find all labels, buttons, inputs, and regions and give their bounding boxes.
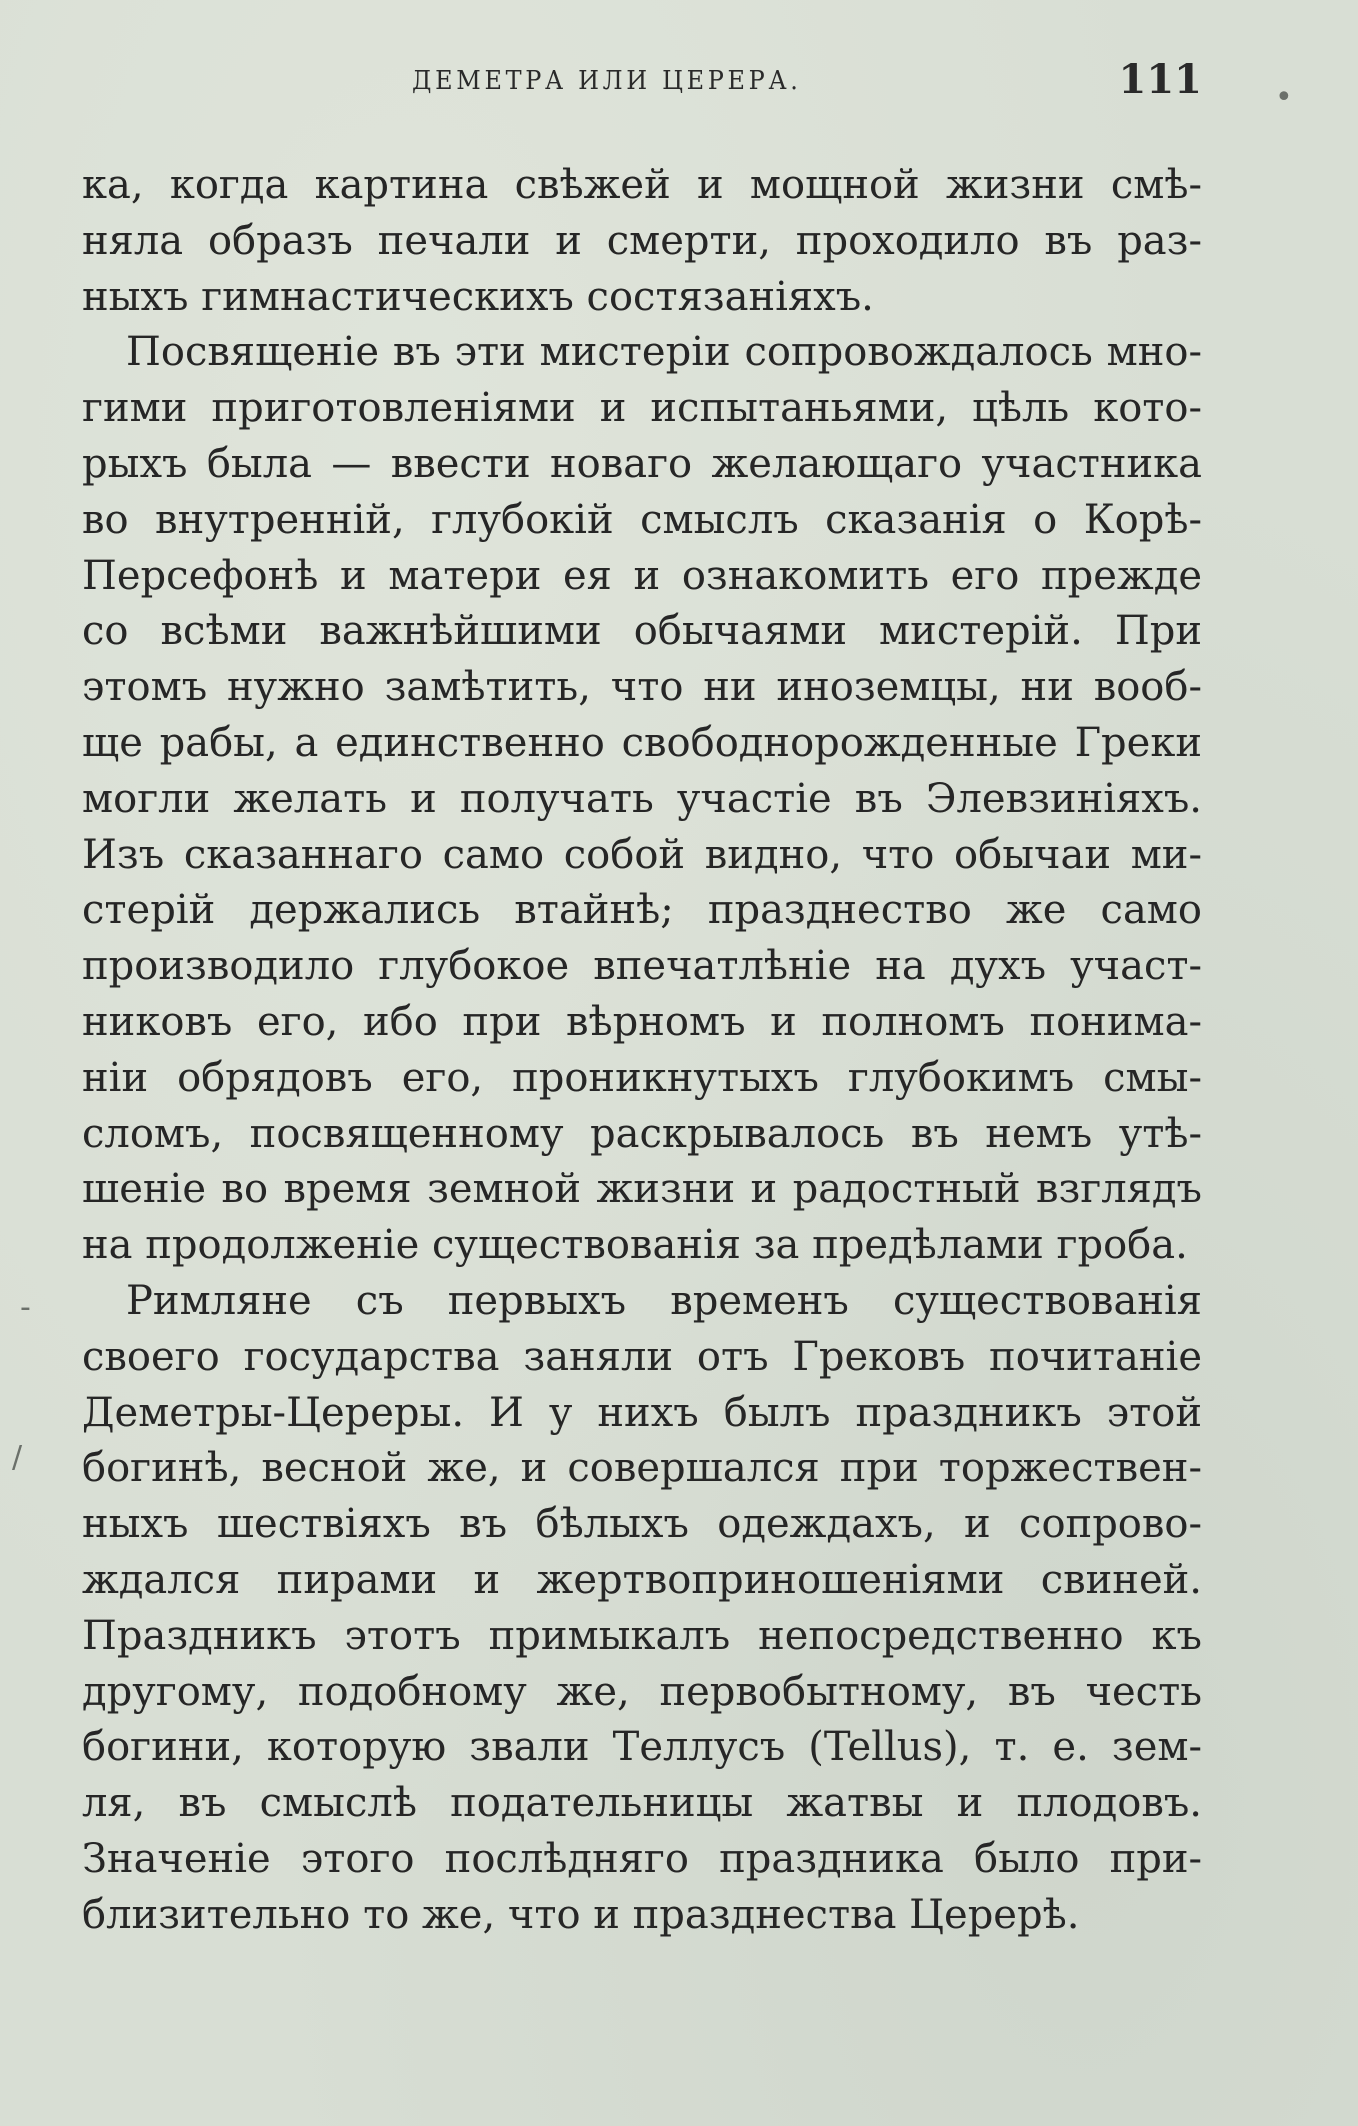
page-number: 111 bbox=[1118, 56, 1202, 103]
text-line: своего государства заняли отъ Грековъ почитаніе bbox=[82, 1333, 1202, 1380]
text-line: этомъ нужно замѣтить, что ни иноземцы, ни вооб- bbox=[82, 664, 1202, 711]
margin-dash-mark: / bbox=[12, 1440, 23, 1475]
text-line: никовъ его, ибо при вѣрномъ и полномъ понима- bbox=[82, 998, 1202, 1045]
text-line: другому, подобному же, первобытному, въ честь bbox=[82, 1668, 1202, 1715]
text-line: ныхъ шествіяхъ въ бѣлыхъ одеждахъ, и сопрово- bbox=[82, 1501, 1202, 1548]
margin-dot-mark: • bbox=[1275, 80, 1293, 115]
text-line: сломъ, посвященному раскрывалось въ немъ утѣ- bbox=[82, 1110, 1202, 1157]
text-line: няла образъ печали и смерти, проходило въ раз- bbox=[82, 217, 1202, 264]
text-line: Значеніе этого послѣдняго праздника было при- bbox=[82, 1835, 1202, 1882]
text-line: богини, которую звали Теллусъ (Tellus), т. е. зем- bbox=[82, 1724, 1202, 1771]
running-title: ДЕМЕТРА ИЛИ ЦЕРЕРА. bbox=[412, 66, 802, 96]
text-line: производило глубокое впечатлѣніе на духъ участ- bbox=[82, 943, 1202, 990]
text-line: могли желать и получать участіе въ Элевзиніяхъ. bbox=[82, 775, 1202, 822]
text-line: гими приготовленіями и испытаньями, цѣль кото- bbox=[82, 385, 1202, 432]
paragraph-start-line: Посвященіе въ эти мистеріи сопровождалось мно- bbox=[126, 329, 1202, 376]
text-line: Изъ сказаннаго само собой видно, что обычаи ми- bbox=[82, 831, 1202, 878]
text-line: стерій держались втайнѣ; празднество же само bbox=[82, 887, 1202, 934]
text-line: Праздникъ этотъ примыкалъ непосредственно къ bbox=[82, 1612, 1202, 1659]
margin-dash-mark: - bbox=[20, 1290, 31, 1325]
text-line: Персефонѣ и матери ея и ознакомить его прежде bbox=[82, 552, 1202, 599]
text-line: рыхъ была — ввести новаго желающаго участника bbox=[82, 440, 1202, 487]
text-line: близительно то же, что и празднества Церерѣ. bbox=[82, 1891, 1080, 1938]
text-line: со всѣми важнѣйшими обычаями мистерій. При bbox=[82, 608, 1202, 655]
paragraph-start-line: Римляне съ первыхъ временъ существованія bbox=[126, 1277, 1202, 1324]
text-line: ка, когда картина свѣжей и мощной жизни смѣ- bbox=[82, 162, 1202, 208]
text-line: шеніе во время земной жизни и радостный взглядъ bbox=[82, 1166, 1202, 1213]
text-line: ныхъ гимнастическихъ состязаніяхъ. bbox=[82, 273, 874, 320]
text-line: ля, въ смыслѣ подательницы жатвы и плодовъ. bbox=[82, 1780, 1202, 1827]
page-header bbox=[82, 58, 1202, 108]
text-line: Деметры-Цереры. И у нихъ былъ праздникъ этой bbox=[82, 1389, 1202, 1436]
text-line: на продолженіе существованія за предѣлами гроба. bbox=[82, 1222, 1188, 1269]
text-line: во внутренній, глубокій смыслъ сказанія о Корѣ- bbox=[82, 496, 1202, 543]
text-line: ніи обрядовъ его, проникнутыхъ глубокимъ смы- bbox=[82, 1054, 1202, 1101]
text-line: ще рабы, а единственно свободнорожденные Греки bbox=[82, 719, 1202, 766]
text-line: богинѣ, весной же, и совершался при торжествен- bbox=[82, 1445, 1202, 1492]
text-line: ждался пирами и жертвоприношеніями свиней. bbox=[82, 1556, 1202, 1603]
body-text bbox=[82, 158, 1202, 1944]
